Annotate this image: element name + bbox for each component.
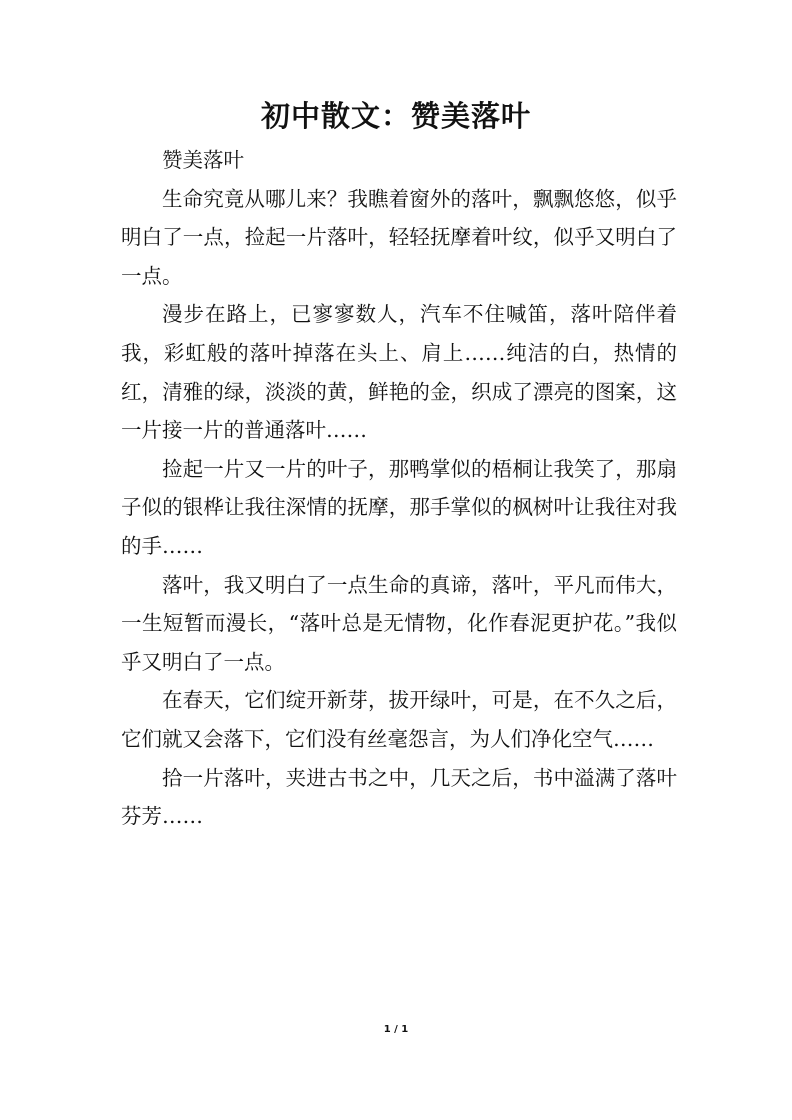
body-paragraph: 拾一片落叶，夹进古书之中，几天之后，书中溢满了落叶芬芳…… — [121, 765, 677, 829]
body-paragraph: 落叶，我又明白了一点生命的真谛，落叶，平凡而伟大，一生短暂而漫长，“落叶总是无情物，化作春泥更护花。”我似乎又明白了一点。 — [121, 572, 677, 674]
body-paragraph: 在春天，它们绽开新芽，拔开绿叶，可是，在不久之后，它们就又会落下，它们没有丝毫怨言，为人们净化空气…… — [121, 688, 677, 751]
document-body — [121, 141, 677, 836]
body-paragraph: 生命究竟从哪儿来？我瞧着窗外的落叶，飘飘悠悠，似乎明白了一点，捡起一片落叶，轻轻抚摩着叶纹，似乎又明白了一点。 — [121, 186, 677, 288]
page-number: 1 / 1 — [383, 1024, 409, 1035]
subtitle-paragraph: 赞美落叶 — [162, 148, 244, 172]
body-paragraph: 漫步在路上，已寥寥数人，汽车不住喊笛，落叶陪伴着我，彩虹般的落叶掉落在头上、肩上……纯洁的白，热情的红，清雅的绿，淡淡的黄，鲜艳的金，织成了漂亮的图案，这一片接一片的普通落叶…… — [121, 302, 677, 443]
document-title: 初中散文：赞美落叶 — [260, 99, 531, 133]
body-paragraph: 捡起一片又一片的叶子，那鸭掌似的梧桐让我笑了，那扇子似的银桦让我往深情的抚摩，那手掌似的枫树叶让我往对我的手…… — [121, 456, 677, 558]
